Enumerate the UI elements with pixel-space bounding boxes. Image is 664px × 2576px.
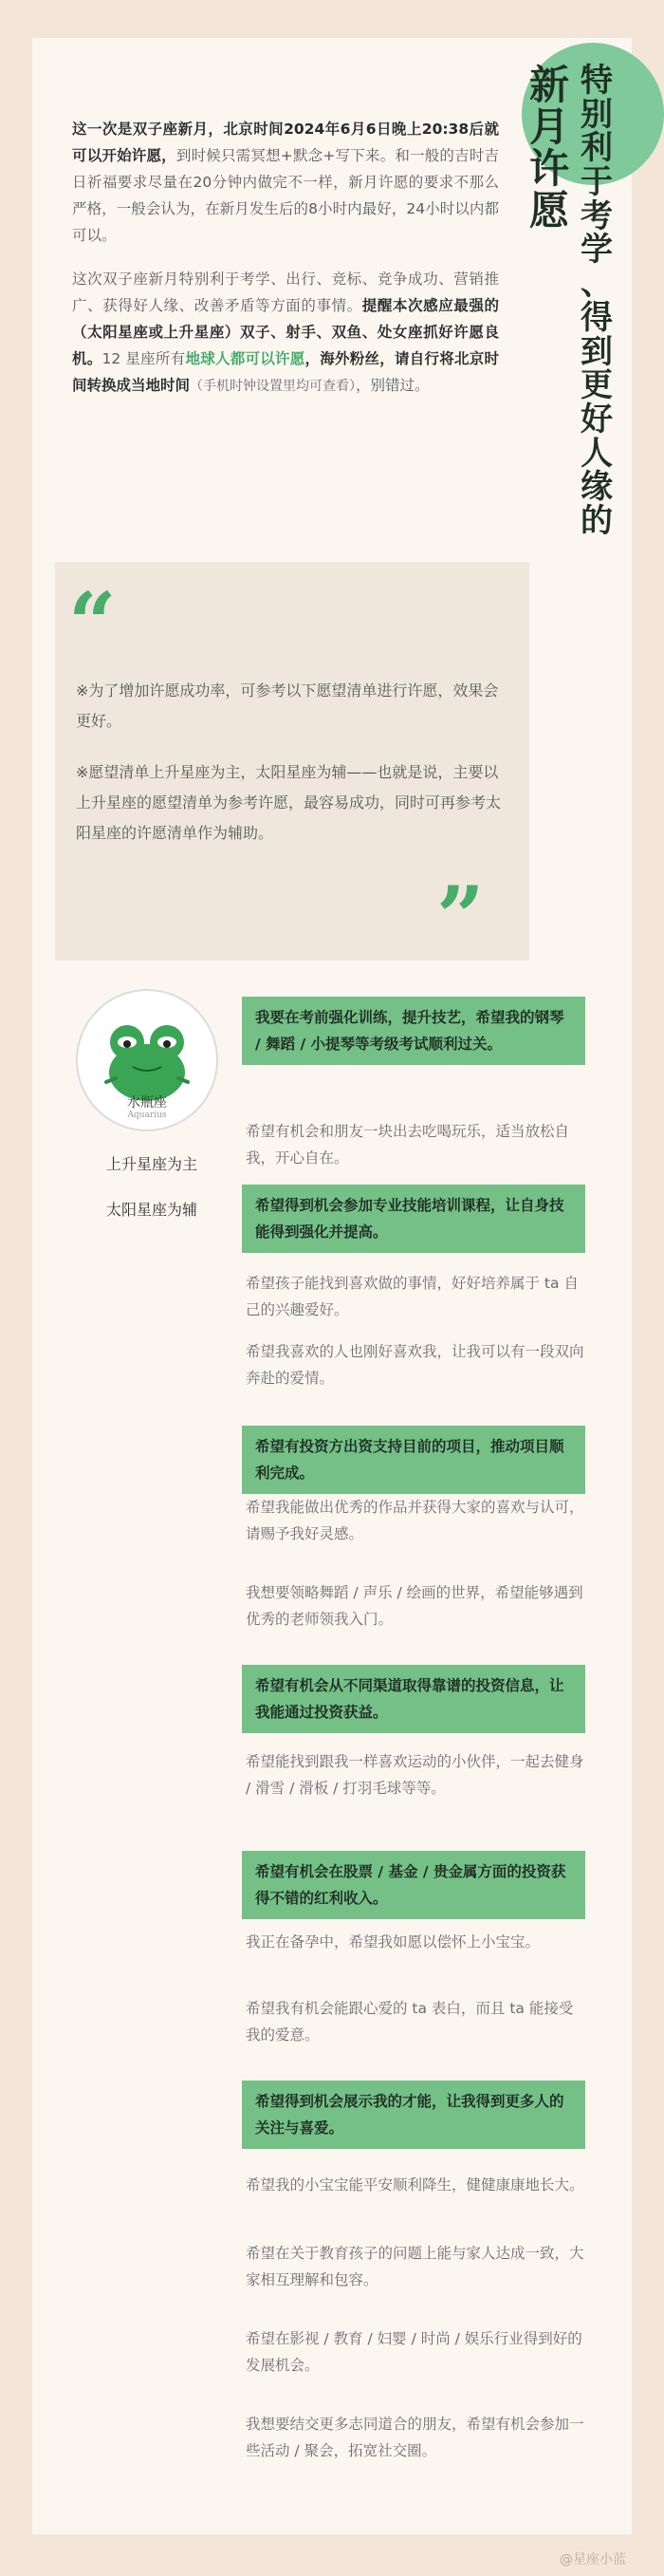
title-line1-char: 利 (581, 129, 613, 168)
title-line1-char: 人 (581, 434, 613, 473)
wish-item: 希望在影视 / 教育 / 妇婴 / 时尚 / 娱乐行业得到好的发展机会。 (246, 2330, 582, 2374)
wish-item: 我想要结交更多志同道合的朋友，希望有机会参加一些活动 / 聚会，拓宽社交圈。 (246, 2416, 584, 2459)
wish-item: 希望我喜欢的人也刚好喜欢我，让我可以有一段双向奔赴的爱情。 (246, 1343, 584, 1387)
intro-p2-bold1: 提醒本次感应最强的（太阳星座或上升星座）双子、射手、双鱼、处女座抓好许愿良机。 (72, 297, 499, 367)
intro-p2-normal2: 12 星座所有 (101, 350, 186, 367)
intro-p2-small: （手机时钟设置里均可查看） (190, 379, 357, 394)
wish-item: 希望有机会和朋友一块出去吃喝玩乐，适当放松自我，开心自在。 (246, 1123, 570, 1167)
title-line1-char: 得 (581, 298, 613, 337)
sign-name: 水瓶座 (127, 1095, 167, 1111)
open-quote-icon: “ (68, 573, 117, 672)
wish-item: 希望孩子能找到喜欢做的事情，好好培养属于 ta 自己的兴趣爱好。 (246, 1275, 579, 1318)
aquarius-avatar (76, 989, 218, 1131)
ascendant-label: 上升星座为主 (105, 1155, 197, 1173)
intro-paragraph-1 (72, 116, 499, 249)
quote-text (76, 676, 503, 869)
wish-item: 希望我的小宝宝能平安顺利降生，健健康康地长大。 (246, 2176, 584, 2193)
sign-name-en: Aquarius (127, 1111, 167, 1120)
wish-item-highlighted: 希望得到机会参加专业技能培训课程，让自身技能得到强化并提高。 (242, 1185, 585, 1253)
vertical-title-line2 (529, 62, 570, 234)
title-line1-char: 的 (581, 501, 613, 540)
quote-paragraph-1: ※为了增加许愿成功率，可参考以下愿望清单进行许愿，效果会更好。 (76, 681, 499, 730)
title-line1-char: 缘 (581, 468, 613, 507)
avatar-caption (78, 1092, 216, 1120)
intro-paragraph-2 (72, 266, 499, 400)
title-line1-char: 更 (581, 366, 613, 405)
title-line1-char: 特 (581, 62, 613, 100)
wish-item-highlighted: 希望有机会在股票 / 基金 / 贵金属方面的投资获得不错的红利收入。 (242, 1851, 585, 1919)
wish-item-highlighted: 希望有机会从不同渠道取得靠谱的投资信息，让我能通过投资获益。 (242, 1665, 585, 1733)
wish-item: 希望我能做出优秀的作品并获得大家的喜欢与认可，请赐予我好灵感。 (246, 1499, 584, 1542)
wish-item: 希望在关于教育孩子的问题上能与家人达成一致，大家相互理解和包容。 (246, 2245, 584, 2288)
intro-text (72, 116, 499, 417)
wish-item: 希望能找到跟我一样喜欢运动的小伙伴，一起去健身 / 滑雪 / 滑板 / 打羽毛球等等。 (246, 1753, 584, 1797)
title-line1-char: 、 (581, 265, 613, 304)
watermark: @星座小蓝 (560, 2552, 626, 2567)
intro-p1-bold: 这一次是双子座新月，北京时间2024年6月6日晚上20:38后就可以开始许愿， (72, 121, 499, 164)
title-line1-char: 于 (581, 163, 613, 202)
title-line1-char: 别 (581, 95, 613, 134)
title-line2-char: 新 (529, 62, 570, 108)
title-line1-char: 考 (581, 196, 613, 235)
wish-item-highlighted: 希望有投资方出资支持目前的项目，推动项目顺利完成。 (242, 1426, 585, 1494)
wish-item: 希望我有机会能跟心爱的 ta 表白，而且 ta 能接受我的爱意。 (246, 2000, 574, 2044)
title-line1-char: 学 (581, 231, 613, 270)
wish-item: 我正在备孕中，希望我如愿以偿怀上小宝宝。 (246, 1933, 541, 1951)
wish-item-highlighted: 希望得到机会展示我的才能，让我得到更多人的关注与喜爱。 (242, 2081, 585, 2149)
intro-p2-highlight: 地球人都可以许愿 (185, 350, 305, 367)
title-line2-char: 许 (529, 145, 570, 193)
intro-p2-bold2: ，海外粉丝，请自行将北京时间转换成当地时间 (72, 350, 499, 394)
intro-p1-rest: 到时候只需冥想+默念+写下来。和一般的吉时吉日祈福要求尽量在20分钟内做完不一样，新月许愿的要求不那么严格，一般会认为，在新月发生后的8小时内最好，24小时以内都可以。 (72, 147, 499, 244)
title-line1-char: 到 (581, 332, 613, 371)
close-quote-icon: ” (436, 868, 485, 966)
wish-item: 我想要领略舞蹈 / 声乐 / 绘画的世界，希望能够遇到优秀的老师领我入门。 (246, 1584, 583, 1628)
sun-sign-label: 太阳星座为辅 (105, 1201, 197, 1219)
intro-p2-end: ，别错过。 (356, 377, 430, 394)
title-line2-char: 愿 (529, 187, 570, 234)
title-line1-char: 好 (581, 400, 613, 439)
vertical-title-line1 (581, 62, 613, 540)
quote-paragraph-2: ※愿望清单上升星座为主，太阳星座为辅——也就是说，主要以上升星座的愿望清单为参考许愿，最容易成功，同时可再参考太阳星座的许愿清单作为辅助。 (76, 763, 502, 842)
title-line2-char: 月 (529, 103, 570, 151)
wish-item-highlighted: 我要在考前强化训练，提升技艺，希望我的钢琴 / 舞蹈 / 小提琴等考级考试顺利过关。 (242, 997, 585, 1065)
intro-p2-normal: 这次双子座新月特别利于考学、出行、竞标、竞争成功、营销推广、获得好人缘、改善矛盾等方面的事情。 (72, 271, 499, 314)
